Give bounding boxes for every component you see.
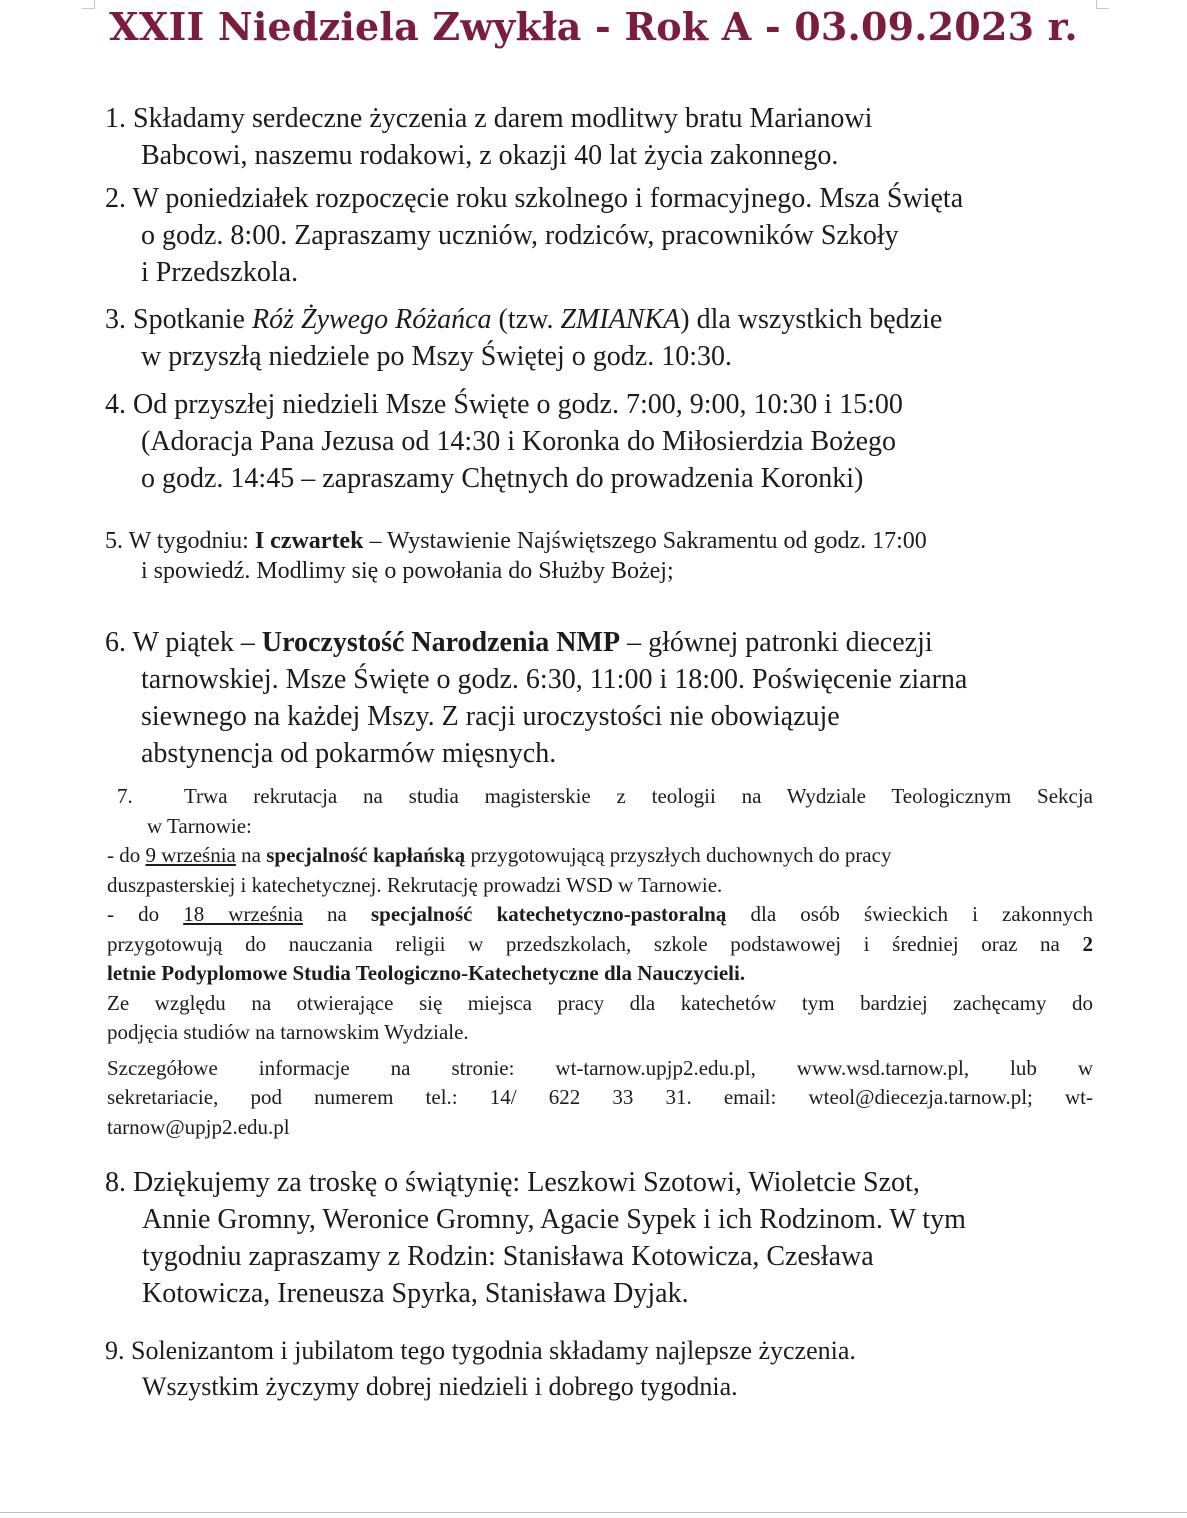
item-text: Spotkanie — [133, 304, 252, 335]
item-text: Solenizantom i jubilatom tego tygodnia składamy najlepsze życzenia. — [131, 1336, 856, 1365]
item-text-italic: ZMIANKA — [560, 304, 681, 335]
item-text: Kotowicza, Ireneusza Spyrka, Stanisława Dyjak. — [142, 1278, 689, 1309]
item-text: Ze względu na otwierające się miejsca pracy dla katechetów tym bardziej zachęcamy do — [107, 990, 1093, 1015]
item-text: Babcowi, naszemu rodakowi, z okazji 40 lat życia zakonnego. — [141, 140, 839, 171]
item-text: dla osób świeckich i zakonnych — [726, 902, 1093, 926]
item-text: (Adoracja Pana Jezusa od 14:30 i Koronka do Miłosierdzia Bożego — [141, 426, 897, 457]
item-text-bold: specjalność katechetyczno-pastoralną — [370, 902, 727, 926]
item-text: – Wystawienie Najświętszego Sakramentu od godz. 17:00 — [363, 528, 927, 554]
item-text: o godz. 8:00. Zapraszamy uczniów, rodziców, pracowników Szkoły — [141, 220, 899, 251]
announcement-item-4 — [105, 386, 903, 497]
page-title: XXII Niedziela Zwykła - Rok A - 03.09.2023 r. — [109, 4, 1078, 49]
item-text: w przyszłą niedziele po Mszy Świętej o godz. 10:30. — [141, 341, 732, 372]
item-text: (tzw. — [491, 304, 561, 335]
item-text: Składamy serdeczne życzenia z darem modlitwy bratu Marianowi — [133, 103, 873, 134]
announcement-item-2 — [105, 180, 963, 291]
item-number: 3. — [105, 304, 126, 335]
item-text: Szczegółowe informacje na stronie: wt-tarnow.upjp2.edu.pl, www.wsd.tarnow.pl, lub w — [107, 1055, 1093, 1080]
announcement-item-8 — [105, 1164, 966, 1312]
item-text: na — [235, 843, 267, 867]
item-text: abstynencja od pokarmów mięsnych. — [141, 738, 557, 769]
item-text: o godz. 14:45 – zapraszamy Chętnych do prowadzenia Koronki) — [141, 463, 864, 494]
item-number: 2. — [105, 183, 126, 214]
item-text-italic: Róż Żywego Różańca — [252, 304, 492, 335]
item-text-bold: letnie Podyplomowe Studia Teologiczno-Katechetyczne dla Nauczycieli. — [107, 961, 746, 985]
item-number: 4. — [105, 389, 126, 420]
item-text: - do — [107, 843, 146, 867]
item-number: 5. — [105, 528, 123, 554]
item-text-bold: I czwartek — [254, 528, 364, 554]
item-text: Wszystkim życzymy dobrej niedzieli i dobrego tygodnia. — [142, 1372, 738, 1401]
item-text: Dziękujemy za troskę o świątynię: Leszkowi Szotowi, Wioletcie Szot, — [133, 1167, 920, 1198]
item-text: Annie Gromny, Weronice Gromny, Agacie Sypek i ich Rodzinom. W tym — [142, 1204, 966, 1235]
item-text: W piątek – — [132, 627, 262, 658]
item-text: sekretariacie, pod numerem tel.: 14/ 622 33 31. email: wteol@diecezja.tarnow.pl; wt- — [107, 1085, 1093, 1109]
announcement-item-3 — [105, 301, 942, 375]
item-text: tarnow@upjp2.edu.pl — [107, 1114, 290, 1139]
item-number: 7. — [117, 784, 133, 808]
item-number: 6. — [105, 627, 126, 658]
item-text: przygotowują do nauczania religii w przedszkolach, szkole podstawowej i średniej oraz na — [107, 931, 1083, 956]
item-text-bold: specjalność kapłańską — [266, 843, 466, 867]
item-text: W poniedziałek rozpoczęcie roku szkolnego i formacyjnego. Msza Święta — [132, 183, 964, 214]
announcement-item-9 — [105, 1333, 856, 1405]
item-number: 1. — [105, 103, 126, 134]
item-text: Trwa rekrutacja na studia magisterskie z teologii na Wydziale Teologicznym Sekcja — [183, 784, 1093, 808]
item-text: na — [302, 902, 371, 926]
page-bottom-edge — [0, 1512, 1187, 1513]
announcement-item-7 — [107, 782, 1093, 1142]
item-number: 8. — [105, 1167, 126, 1198]
item-text: Od przyszłej niedzieli Msze Święte o godz. 7:00, 9:00, 10:30 i 15:00 — [133, 389, 903, 420]
item-text: siewnego na każdej Mszy. Z racji uroczystości nie obowiązuje — [141, 701, 840, 732]
item-text: ) dla wszystkich będzie — [680, 304, 943, 335]
item-number: 9. — [105, 1336, 125, 1365]
announcement-item-6 — [105, 624, 967, 772]
item-text: i spowiedź. Modlimy się o powołania do Służby Bożej; — [141, 558, 674, 584]
deadline-date: 9 września — [145, 843, 236, 867]
announcement-item-5 — [105, 526, 927, 586]
deadline-date: 18 września — [183, 902, 303, 926]
item-text: - do — [107, 902, 184, 926]
item-text: – głównej patronki diecezji — [620, 627, 933, 658]
announcement-item-1 — [105, 100, 872, 174]
item-text: duszpasterskiej i katechetycznej. Rekrutację prowadzi WSD w Tarnowie. — [107, 872, 723, 897]
item-text-bold: 2 — [1082, 931, 1093, 956]
item-text: tygodniu zapraszamy z Rodzin: Stanisława Kotowicza, Czesława — [142, 1241, 874, 1272]
item-text: podjęcia studiów na tarnowskim Wydziale. — [107, 1020, 469, 1044]
item-text: i Przedszkola. — [141, 257, 299, 288]
item-text: W tygodniu: — [128, 528, 255, 554]
item-text: tarnowskiej. Msze Święte o godz. 6:30, 11:00 i 18:00. Poświęcenie ziarna — [141, 664, 968, 695]
item-text: w Tarnowie: — [147, 813, 252, 838]
item-text-bold: Uroczystość Narodzenia NMP — [261, 627, 621, 658]
item-text: przygotowującą przyszłych duchownych do pracy — [465, 843, 892, 867]
